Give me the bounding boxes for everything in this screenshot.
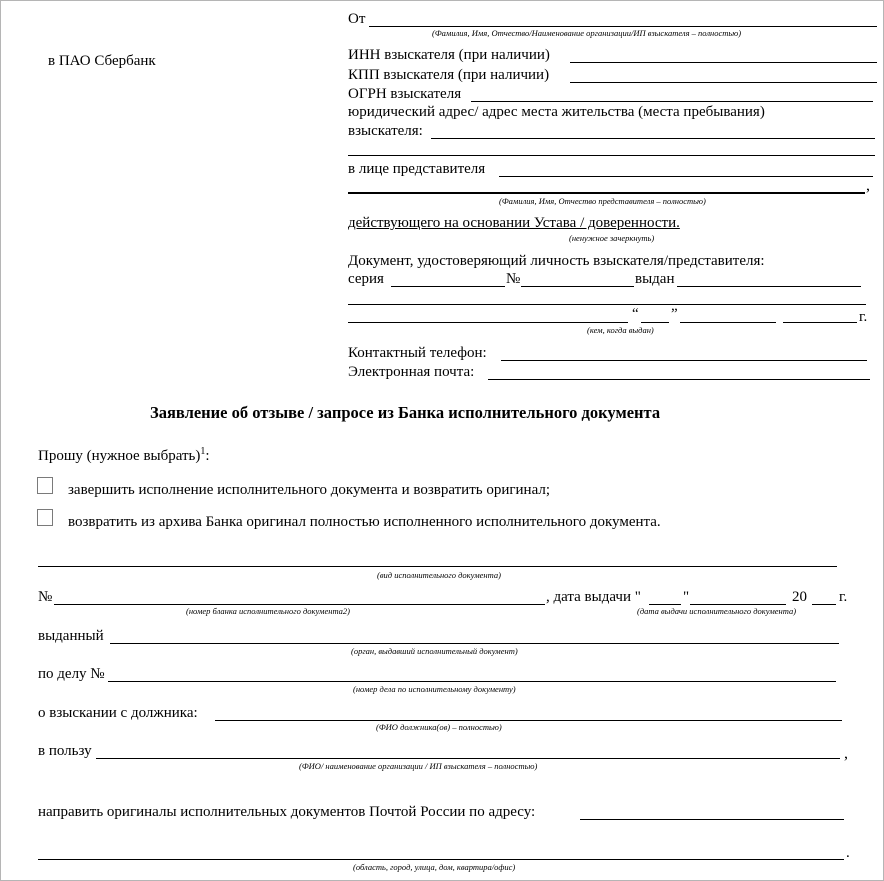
acting-basis: действующего на основании Устава / доверенности. xyxy=(348,215,680,231)
quote-open: “ xyxy=(632,306,639,322)
case-caption: (номер дела по исполнительному документу) xyxy=(353,684,516,694)
kpp-label: КПП взыскателя (при наличии) xyxy=(348,67,550,83)
acting-caption: (ненужное зачеркнуть) xyxy=(569,233,655,243)
doc-number-line[interactable] xyxy=(54,604,545,605)
address-line-2[interactable] xyxy=(348,155,875,156)
debtor-caption: (ФИО должника(ов) – полностью) xyxy=(376,722,502,732)
ogrn-label: ОГРН взыскателя xyxy=(348,86,462,102)
doc-type-line[interactable] xyxy=(38,566,837,567)
issued-month-line[interactable] xyxy=(680,322,776,323)
issued-line-2[interactable] xyxy=(348,304,866,305)
from-caption: (Фамилия, Имя, Отчество/Наименование организации/ИП взыскателя – полностью) xyxy=(432,28,742,38)
year-label: г. xyxy=(859,309,868,325)
debtor-label: о взыскании с должника: xyxy=(38,705,198,721)
issue-quote-close: " xyxy=(683,589,690,605)
request-colon: : xyxy=(205,448,210,464)
issued-day-line[interactable] xyxy=(641,322,669,323)
address-label-1: юридический адрес/ адрес места жительства (места пребывания) xyxy=(348,104,765,120)
issue-year-line[interactable] xyxy=(812,604,836,605)
series-label: серия xyxy=(348,271,384,287)
option-complete-checkbox[interactable] xyxy=(37,477,53,494)
series-line[interactable] xyxy=(391,286,505,287)
issue-date-caption: (дата выдачи исполнительного документа) xyxy=(637,606,797,616)
doc-number-caption: (номер бланка исполнительного документа2) xyxy=(186,606,351,616)
issue-year-prefix: 20 xyxy=(792,589,807,605)
beneficiary-caption: (ФИО/ наименование организации / ИП взыскателя – полностью) xyxy=(299,761,538,771)
doc-type-caption: (вид исполнительного документа) xyxy=(377,570,501,580)
bank-name: в ПАО Сбербанк xyxy=(48,53,156,69)
doc-number-label: № xyxy=(38,589,53,605)
from-line[interactable] xyxy=(369,26,877,27)
issued-caption: (кем, когда выдан) xyxy=(587,325,654,335)
inn-line[interactable] xyxy=(570,62,877,63)
send-address-line-2[interactable] xyxy=(38,859,844,860)
send-label: направить оригиналы исполнительных документов Почтой России по адресу: xyxy=(38,804,536,820)
issued-by-label: выданный xyxy=(38,628,104,644)
footnote-marker: 1 xyxy=(200,446,206,457)
id-doc-label: Документ, удостоверяющий личность взыскателя/представителя: xyxy=(348,253,765,269)
issued-label: выдан xyxy=(635,271,675,287)
address-caption: (область, город, улица, дом, квартира/офис) xyxy=(353,862,516,872)
case-label: по делу № xyxy=(38,666,105,682)
number-line[interactable] xyxy=(521,286,634,287)
option-complete-label: завершить исполнение исполнительного документа и возвратить оригинал; xyxy=(68,482,551,498)
issued-line-3[interactable] xyxy=(348,322,628,323)
issued-by-caption: (орган, выдавший исполнительный документ) xyxy=(351,646,518,656)
representative-label: в лице представителя xyxy=(348,161,486,177)
number-label: № xyxy=(506,271,521,287)
email-line[interactable] xyxy=(488,379,870,380)
beneficiary-line[interactable] xyxy=(96,758,840,759)
beneficiary-label: в пользу xyxy=(38,743,92,759)
kpp-line[interactable] xyxy=(570,82,877,83)
debtor-line[interactable] xyxy=(215,720,842,721)
address-label-2: взыскателя: xyxy=(348,123,423,139)
email-label: Электронная почта: xyxy=(348,364,475,380)
issue-date-label: , дата выдачи " xyxy=(546,589,641,605)
send-address-line-1[interactable] xyxy=(580,819,844,820)
representative-line-1[interactable] xyxy=(499,176,873,177)
phone-label: Контактный телефон: xyxy=(348,345,487,361)
send-period: . xyxy=(846,845,850,861)
case-line[interactable] xyxy=(108,681,836,682)
request-label-text: Прошу (нужное выбрать) xyxy=(38,448,201,464)
address-line-1[interactable] xyxy=(431,138,875,139)
representative-comma: , xyxy=(866,177,870,194)
option-archive-label: возвратить из архива Банка оригинал полностью исполненного исполнительного документа. xyxy=(68,514,661,530)
document-title: Заявление об отзыве / запросе из Банка исполнительного документа xyxy=(150,403,661,422)
issued-by-line[interactable] xyxy=(110,643,839,644)
option-archive-checkbox[interactable] xyxy=(37,509,53,526)
issue-month-line[interactable] xyxy=(690,604,786,605)
quote-close: ” xyxy=(671,306,678,322)
request-label xyxy=(38,448,210,465)
inn-label: ИНН взыскателя (при наличии) xyxy=(348,47,550,63)
from-label: От xyxy=(348,11,366,27)
issue-day-line[interactable] xyxy=(649,604,681,605)
issued-year-line[interactable] xyxy=(783,322,857,323)
representative-line-2[interactable] xyxy=(348,192,865,194)
representative-caption: (Фамилия, Имя, Отчество представителя – полностью) xyxy=(499,196,706,206)
beneficiary-comma: , xyxy=(844,745,848,762)
ogrn-line[interactable] xyxy=(471,101,873,102)
issued-line-1[interactable] xyxy=(677,286,861,287)
issue-year-suffix: г. xyxy=(839,589,848,605)
phone-line[interactable] xyxy=(501,360,867,361)
